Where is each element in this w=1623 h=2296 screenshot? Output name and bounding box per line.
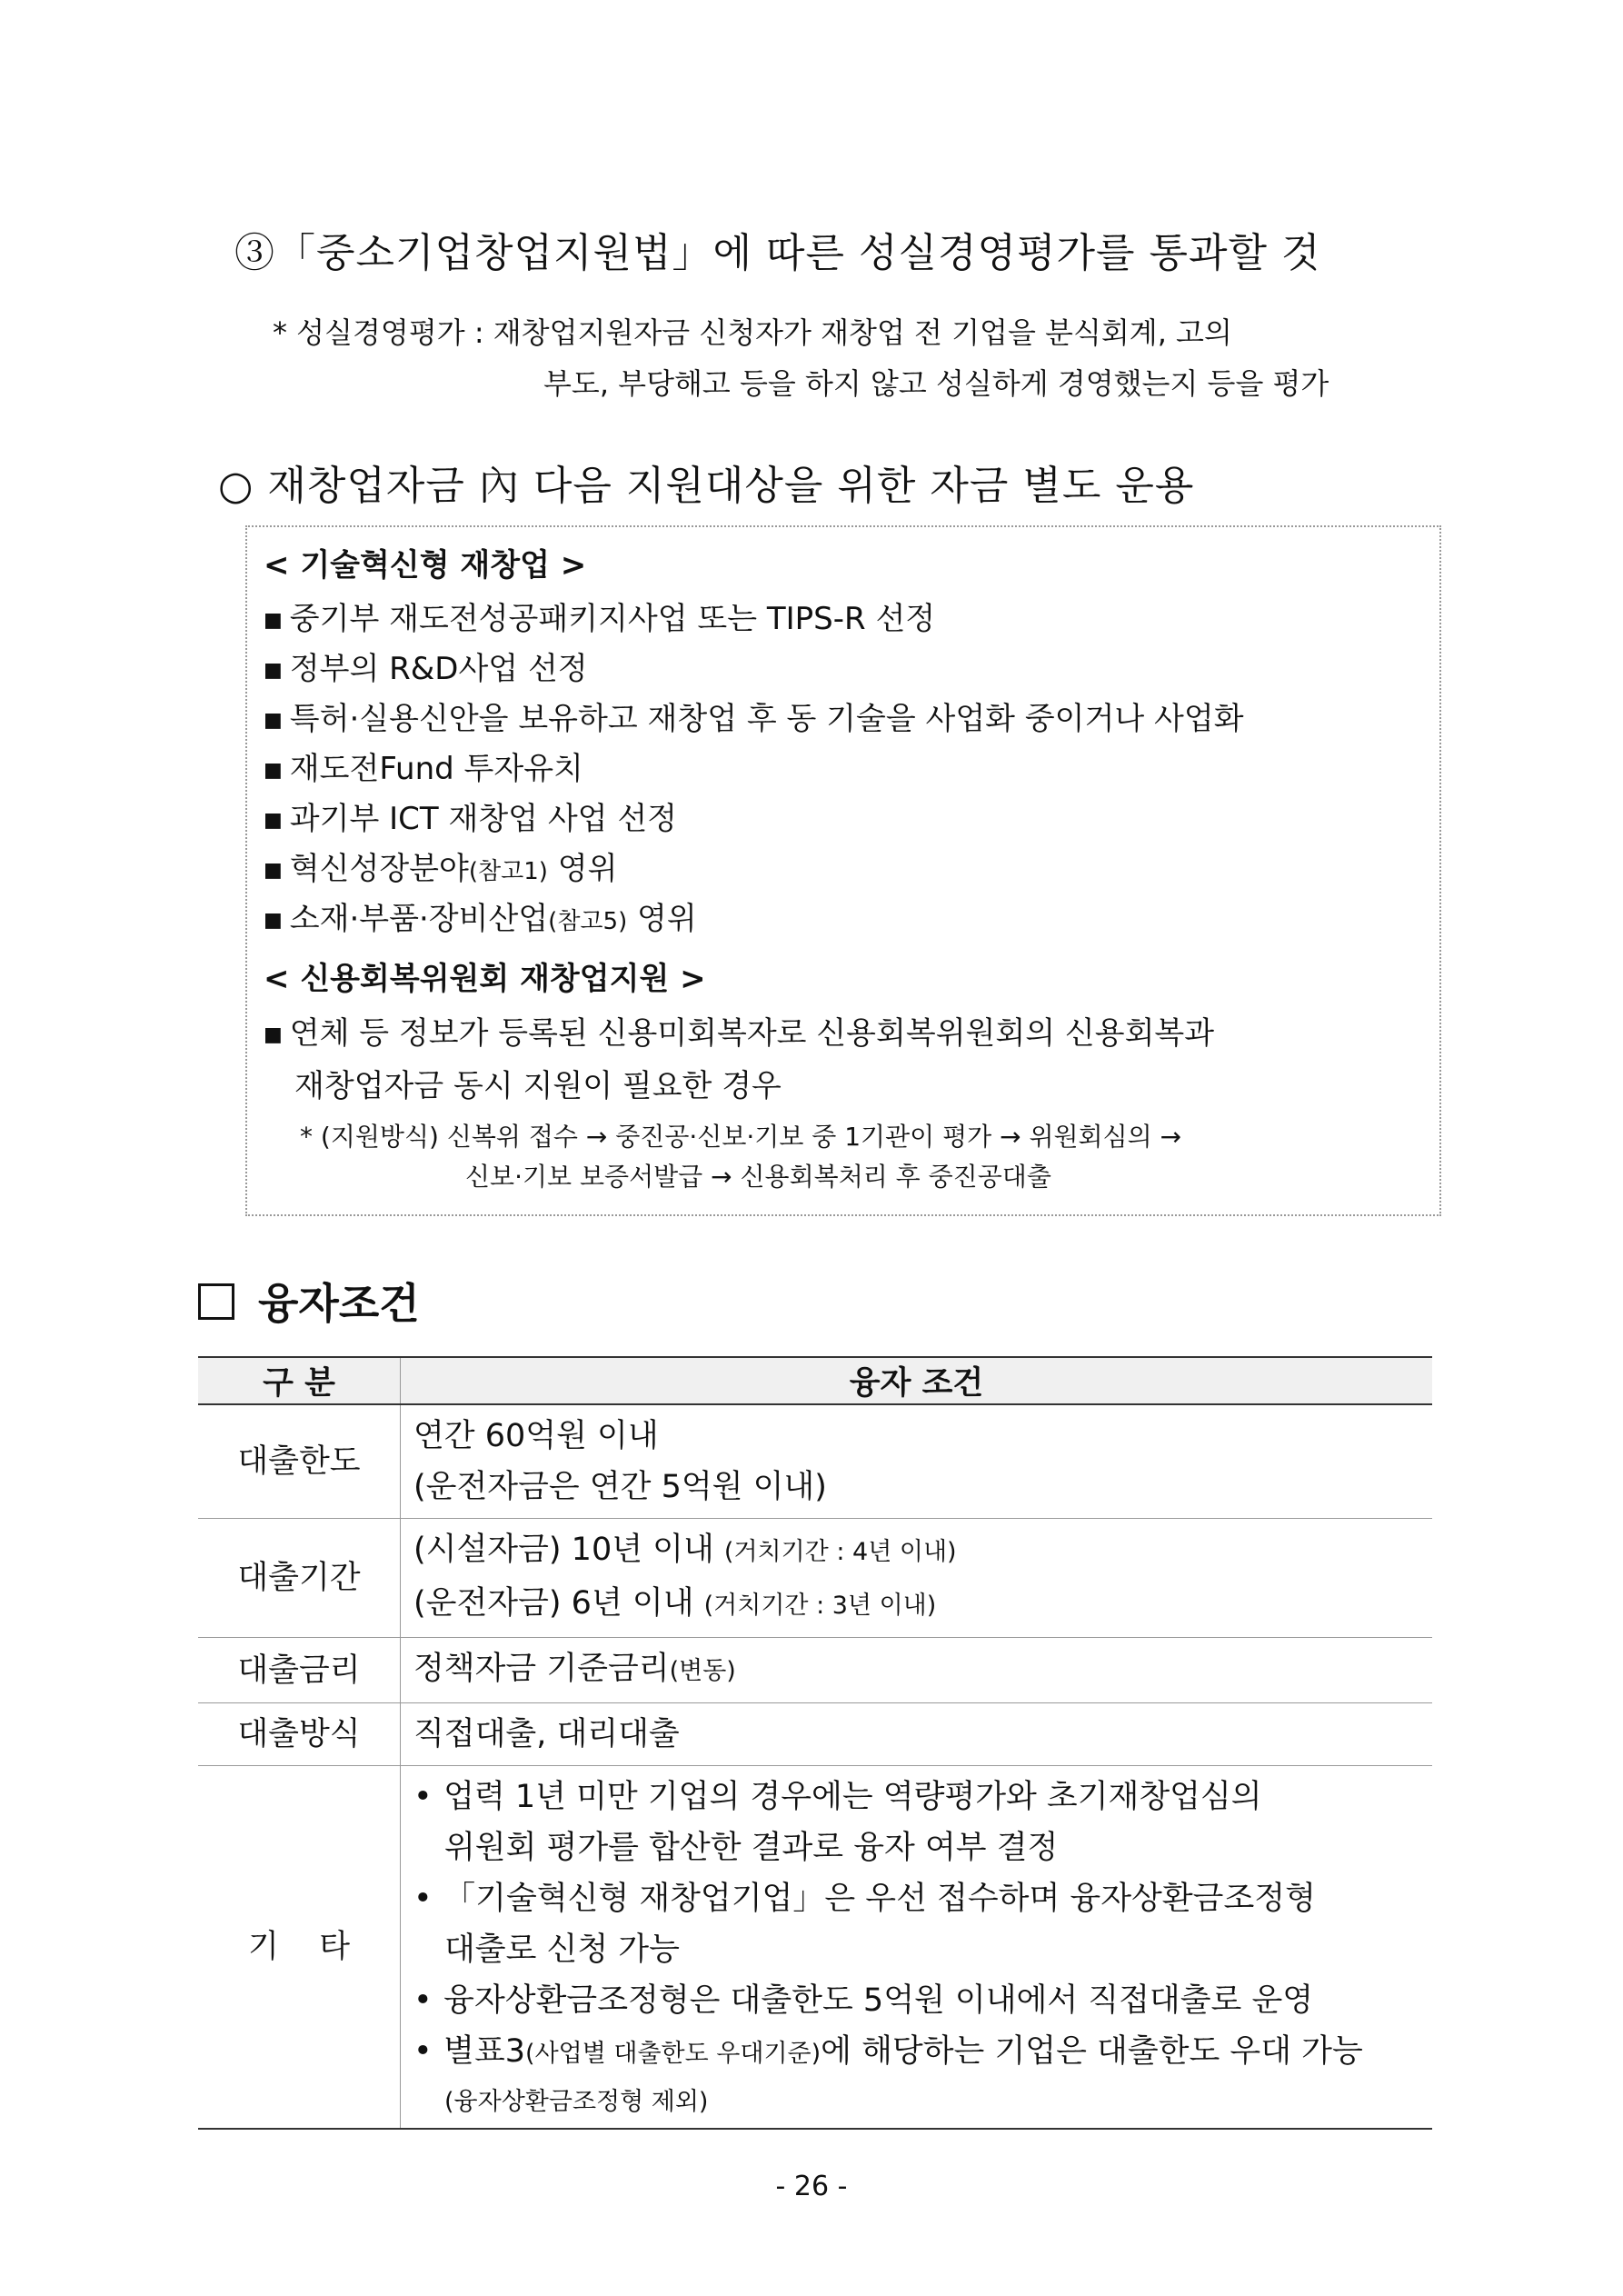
row-value: 연간 60억원 이내 (운전자금은 연간 5억원 이내) [401,1404,1433,1519]
row-label: 대출한도 [198,1404,401,1519]
list-item: ■ 과기부 ICT 재창업 사업 선정 [264,801,678,837]
row-value: • 업력 1년 미만 기업의 경우에는 역량평가와 초기재창업심의 위원회 평가를 합산한 결과로 융자 여부 결정 • 「기술혁신형 재창업기업」은 우선 접수하며 융자상환금조정형 대출로 신청 가능 • 융자상환금조정형은 대출한도 5억원 이내에서 직접대출로 운영 • 별표3(사업별 대출한도 우대기준)에 해당하는 기업은 대출한도 우대 가능 (융자상환금조정형 제외) [401,1766,1433,2130]
list-item: ■ 혁신성장분야(참고1) 영위 [264,851,618,887]
bullet-dot-icon: • [413,1779,433,1815]
note-line-2: 부도, 부당해고 등을 하지 않고 성실하게 경영했는지 등을 평가 [543,366,1329,401]
note-definition [273,307,1454,409]
bullet-dot-icon: • [413,2033,433,2070]
table-header-row [198,1357,1432,1404]
target-box [245,525,1441,1216]
row-label: 대출기간 [198,1519,401,1638]
section2-title: < 신용회복위원회 재창업지원 > [264,961,706,997]
square-bullet-icon: ■ [264,709,283,732]
checkbox-square-icon [198,1283,234,1320]
table-row [198,1519,1432,1638]
loan-terms-table [198,1356,1432,2130]
list-item: ■ 정부의 R&D사업 선정 [264,651,588,687]
section-title: 융자조건 [198,1271,420,1331]
square-bullet-icon: ■ [264,809,283,832]
table-row [198,1404,1432,1519]
section1-title: < 기술혁신형 재창업 > [264,547,587,584]
table-row [198,1766,1432,2130]
list-item: ■ 특허·실용신안을 보유하고 재창업 후 동 기술을 사업화 중이거나 사업화 [264,701,1244,737]
page-number: - 26 - [775,2171,848,2202]
square-bullet-icon: ■ [264,909,283,932]
row-label: 기 타 [198,1766,401,2130]
list-item: ■ 중기부 재도전성공패키지사업 또는 TIPS-R 선정 [264,601,936,637]
square-bullet-icon: ■ [264,609,283,632]
item-3-text: ③「중소기업창업지원법」에 따른 성실경영평가를 통과할 것 [234,230,1321,276]
header-terms: 융자 조건 [401,1357,1433,1404]
row-value: (시설자금) 10년 이내 (거치기간 : 4년 이내) (운전자금) 6년 이내 (거치기간 : 3년 이내) [401,1519,1433,1638]
row-value: 직접대출, 대리대출 [401,1703,1433,1766]
table-row [198,1703,1432,1766]
support-method-note: * (지원방식) 신복위 접수 → 중진공·신보·기보 중 1기관이 평가 → 위원회심의 → 신보·기보 보증서발급 → 신용회복처리 후 중진공대출 [300,1121,1182,1192]
fund-bullet: ○ 재창업자금 內 다음 지원대상을 위한 자금 별도 운용 [218,463,1195,509]
section1-list [264,594,1430,944]
list-item: ■ 재도전Fund 투자유치 [264,751,583,787]
square-bullet-icon: ■ [264,859,283,882]
square-bullet-icon: ■ [264,1023,283,1046]
square-bullet-icon: ■ [264,759,283,782]
list-item: ■ 소재·부품·장비산업(참고5) 영위 [264,901,697,937]
table-row [198,1638,1432,1703]
square-bullet-icon: ■ [264,659,283,682]
row-value: 정책자금 기준금리(변동) [401,1638,1433,1703]
header-category: 구 분 [198,1357,401,1404]
list-item: ■ 연체 등 정보가 등록된 신용미회복자로 신용회복위원회의 신용회복과 재창업자금 동시 지원이 필요한 경우 [264,1015,1215,1104]
note-line-1: * 성실경영평가 : 재창업지원자금 신청자가 재창업 전 기업을 분식회계, 고의 [273,315,1232,350]
bullet-dot-icon: • [413,1982,433,2019]
row-label: 대출금리 [198,1638,401,1703]
bullet-dot-icon: • [413,1881,433,1917]
row-label: 대출방식 [198,1703,401,1766]
